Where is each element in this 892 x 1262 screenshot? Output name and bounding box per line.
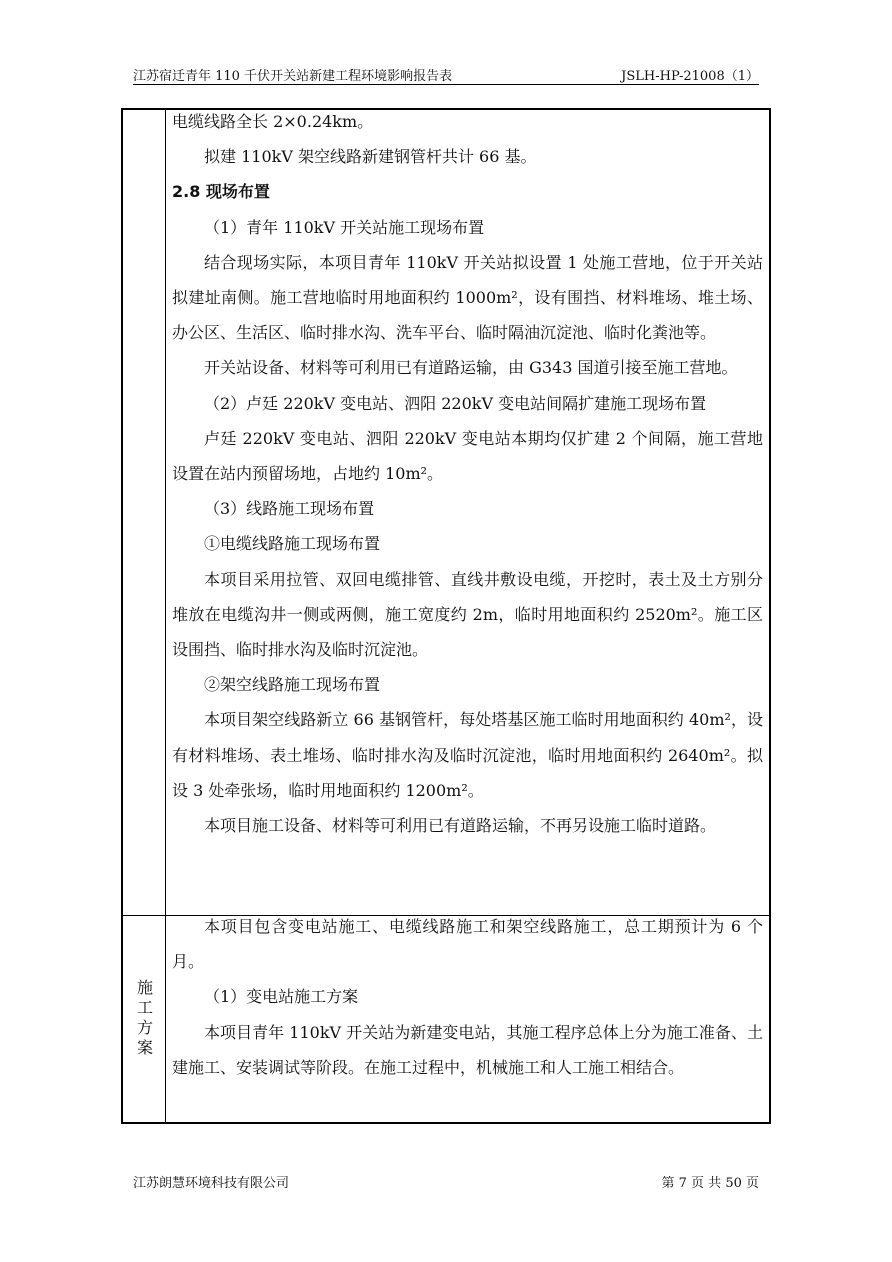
subheading: （1）变电站施工方案 bbox=[204, 987, 359, 1007]
page-number: 第 7 页 共 50 页 bbox=[661, 1176, 759, 1191]
subheading: ②架空线路施工现场布置 bbox=[204, 675, 381, 695]
paragraph: 本项目架空线路新立 66 基钢管杆，每处塔基区施工临时用地面积约 40m²，设有材料堆场、表土堆场、临时排水沟及临时沉淀池，临时用地面积约 2640m²。拟设 3 处牵张场，临时用地面积约 1200m²。 bbox=[172, 710, 763, 800]
report-table bbox=[121, 108, 771, 1124]
paragraph: 本项目青年 110kV 开关站为新建变电站，其施工程序总体上分为施工准备、土建施工、安装调试等阶段。在施工过程中，机械施工和人工施工相结合。 bbox=[172, 1022, 763, 1077]
section-heading: 2.8 现场布置 bbox=[172, 182, 270, 202]
paragraph: 结合现场实际，本项目青年 110kV 开关站拟设置 1 处施工营地，位于开关站拟建址南侧。施工营地临时用地面积约 1000m²，设有围挡、材料堆场、堆土场、办公区、生活区、临时排水沟、洗车平台、临时隔油沉淀池、临时化粪池等。 bbox=[172, 252, 763, 343]
subheading: （3）线路施工现场布置 bbox=[204, 499, 375, 519]
paragraph: 拟建 110kV 架空线路新建钢管杆共计 66 基。 bbox=[204, 147, 537, 167]
subheading: （1）青年 110kV 开关站施工现场布置 bbox=[204, 217, 485, 237]
paragraph: 本项目包含变电站施工、电缆线路施工和架空线路施工，总工期预计为 6 个月。 bbox=[172, 917, 763, 972]
site-layout-section bbox=[172, 104, 763, 843]
column-divider bbox=[165, 110, 166, 1122]
report-code: JSLH-HP-21008（1） bbox=[621, 69, 759, 84]
paragraph: 开关站设备、材料等可利用已有道路运输，由 G343 国道引接至施工营地。 bbox=[204, 358, 738, 378]
header-rule bbox=[133, 84, 759, 85]
paragraph: 卢廷 220kV 变电站、泗阳 220kV 变电站本期均仅扩建 2 个间隔，施工营地设置在站内预留场地，占地约 10m²。 bbox=[172, 428, 763, 484]
subheading: （2）卢廷 220kV 变电站、泗阳 220kV 变电站间隔扩建施工现场布置 bbox=[204, 393, 707, 413]
page-footer bbox=[133, 1172, 759, 1191]
page-header bbox=[133, 64, 759, 84]
construction-plan-section bbox=[172, 909, 763, 1085]
paragraph: 本项目采用拉管、双回电缆排管、直线井敷设电缆，开挖时，表土及土方别分堆放在电缆沟井一侧或两侧，施工宽度约 2m，临时用地面积约 2520m²。施工区设围挡、临时排水沟及临时沉淀池。 bbox=[172, 569, 763, 660]
row-label: 施工方案 bbox=[134, 978, 154, 1059]
company-name: 江苏朗慧环境科技有限公司 bbox=[133, 1176, 290, 1191]
paragraph: 本项目施工设备、材料等可利用已有道路运输，不再另设施工临时道路。 bbox=[204, 816, 717, 836]
subheading: ①电缆线路施工现场布置 bbox=[204, 534, 381, 554]
row-label-cell bbox=[123, 915, 165, 1122]
report-title: 江苏宿迁青年 110 千伏开关站新建工程环境影响报告表 bbox=[133, 69, 453, 84]
paragraph: 电缆线路全长 2×0.24km。 bbox=[172, 112, 374, 131]
